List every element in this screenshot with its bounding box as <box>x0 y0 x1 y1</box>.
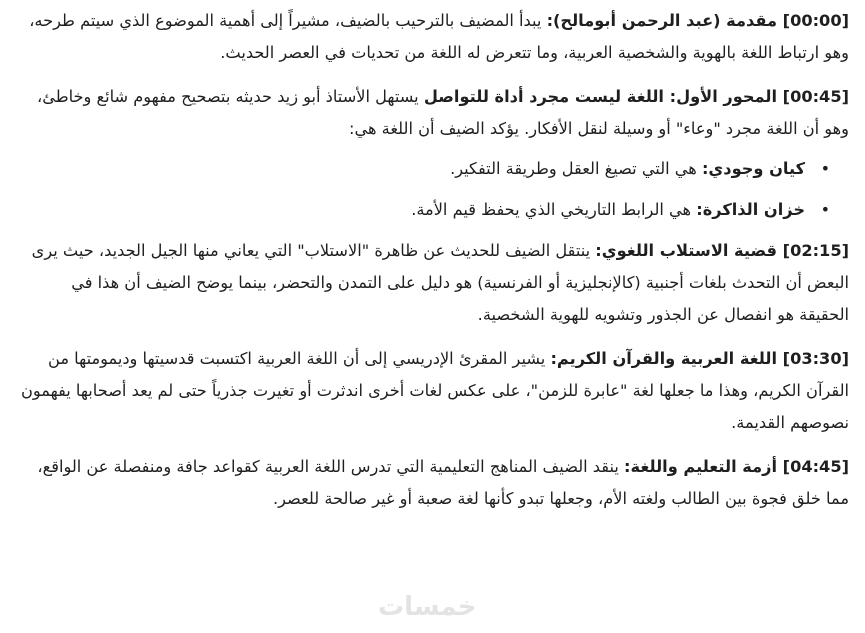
section-heading: [03:30] اللغة العربية والقرآن الكريم: <box>550 349 849 368</box>
language-points-list <box>18 153 849 226</box>
section-axis-one <box>18 81 849 145</box>
section-heading: [02:15] قضية الاستلاب اللغوي: <box>595 241 849 260</box>
watermark-logo: خمسات <box>378 592 477 622</box>
section-text: يشير المقرئ الإدريسي إلى أن اللغة العربية اكتسبت قدسيتها وديمومتها من القرآن الكريم، وهذا ما جعلها لغة "عابرة للزمن"، على عكس لغات أخرى اندثرت أو تغيرت جذرياً حتى لم يعد أصحابها يفهمون نصوصهم القديمة. <box>21 349 849 432</box>
section-linguistic-alienation <box>18 235 849 331</box>
section-arabic-quran <box>18 343 849 439</box>
section-heading: [04:45] أزمة التعليم واللغة: <box>624 457 849 476</box>
point-term: خزان الذاكرة: <box>696 200 805 219</box>
list-item <box>18 153 830 185</box>
section-text: يستهل الأستاذ أبو زيد حديثه بتصحيح مفهوم شائع وخاطئ، وهو أن اللغة مجرد "وعاء" أو وسيلة لنقل الأفكار. يؤكد الضيف أن اللغة هي: <box>37 87 849 138</box>
point-text: هي التي تصيغ العقل وطريقة التفكير. <box>450 159 702 178</box>
point-text: هي الرابط التاريخي الذي يحفظ قيم الأمة. <box>411 200 697 219</box>
point-term: كيان وجودي: <box>701 159 805 178</box>
section-education-crisis <box>18 451 849 515</box>
section-text: ينقد الضيف المناهج التعليمية التي تدرس اللغة العربية كقواعد جافة ومنفصلة عن الواقع، مما خلق فجوة بين الطالب ولغته الأم، وجعلها تبدو كأنها لغة صعبة أو غير صالحة للعصر. <box>37 457 849 508</box>
list-item <box>18 194 830 226</box>
section-intro <box>18 5 849 69</box>
section-text: ينتقل الضيف للحديث عن ظاهرة "الاستلاب" التي يعاني منها الجيل الجديد، حيث يرى البعض أن التحدث بلغات أجنبية (كالإنجليزية أو الفرنسية) هو دليل على التمدن والتحضر، بينما يوضح الضيف أن هذا في الحقيقة هو انفصال عن الجذور وتشويه للهوية الشخصية. <box>31 241 849 324</box>
section-heading: [00:45] المحور الأول: اللغة ليست مجرد أداة للتواصل <box>423 87 849 106</box>
bullet-icon: • <box>820 200 830 219</box>
section-text: يبدأ المضيف بالترحيب بالضيف، مشيراً إلى أهمية الموضوع الذي سيتم طرحه، وهو ارتباط اللغة بالهوية والشخصية العربية، وما تتعرض له اللغة من تحديات في العصر الحديث. <box>29 11 849 62</box>
bullet-icon: • <box>820 159 830 178</box>
section-heading: [00:00] مقدمة (عبد الرحمن أبومالح): <box>546 11 849 30</box>
